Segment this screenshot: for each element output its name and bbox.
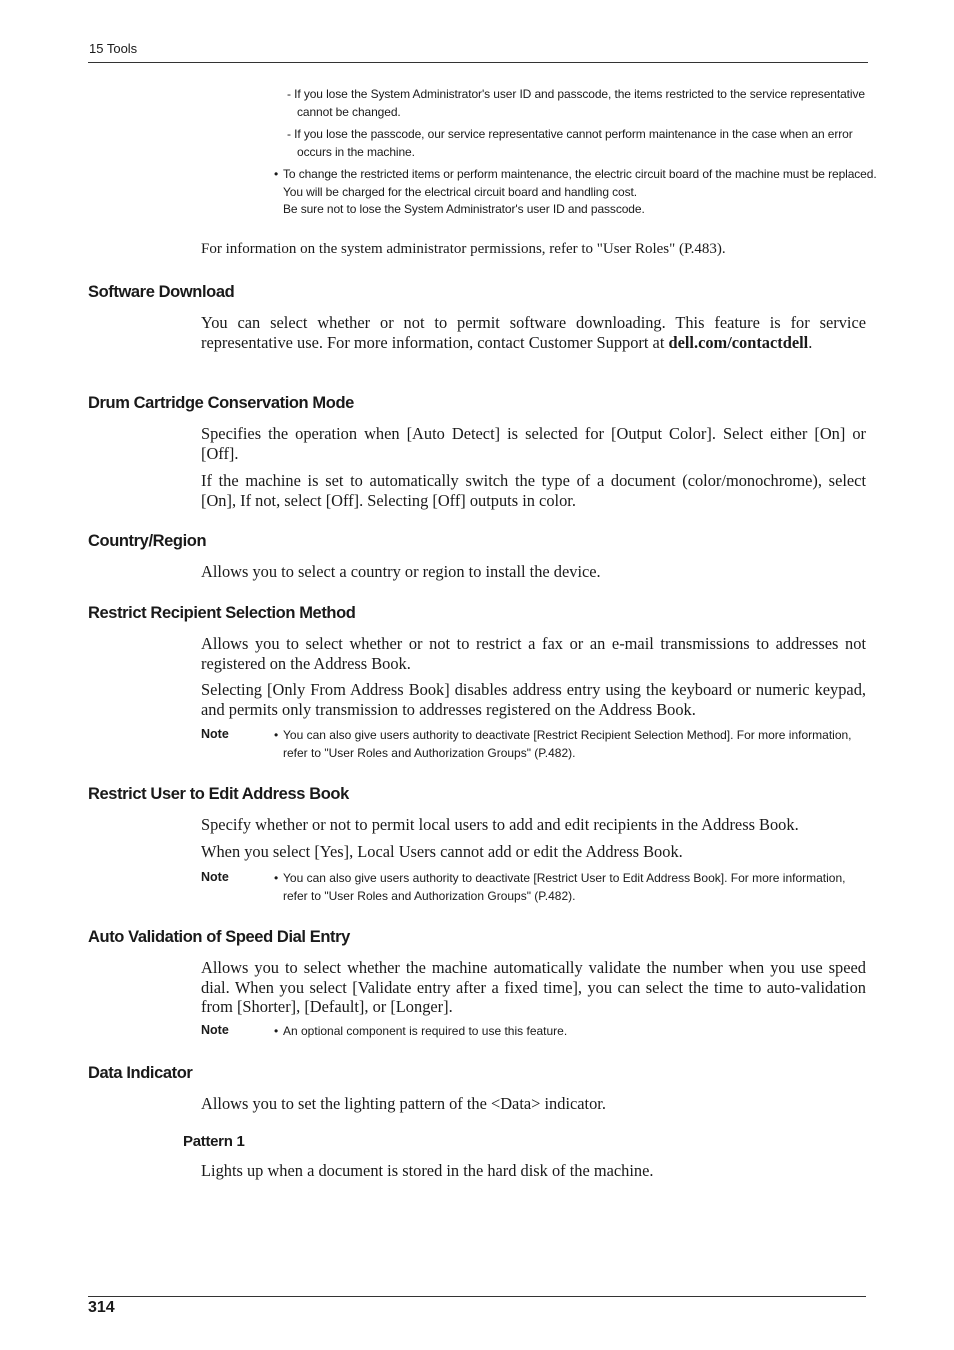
drum-cartridge-p2: If the machine is set to automatically switch the type of a document (color/monochrome), select [On], If not, select [Off]. Selecting [Off] outputs in color. [201, 471, 866, 510]
section-title-data-indicator: Data Indicator [88, 1064, 193, 1082]
bullet-line-1: To change the restricted items or perform maintenance, the electric circuit board of the machine must be replaced. [283, 167, 877, 181]
restrict-user-p1: Specify whether or not to permit local users to add and edit recipients in the Address Book. [201, 815, 799, 834]
page-number: 314 [88, 1299, 115, 1316]
section-title-auto-validation: Auto Validation of Speed Dial Entry [88, 928, 350, 946]
software-download-text: You can select whether or not to permit software downloading. This feature is for service representative use. For more information, contact Customer Support at dell.com/contactdell. [201, 313, 866, 352]
section-title-restrict-user: Restrict User to Edit Address Book [88, 785, 349, 803]
section-title-restrict-recipient: Restrict Recipient Selection Method [88, 604, 356, 622]
section-title-software-download: Software Download [88, 283, 235, 301]
dash-item-1: - If you lose the System Administrator's user ID and passcode, the items restricted to the service representative cannot be changed. [287, 87, 865, 119]
bullet-line-2: You will be charged for the electrical circuit board and handling cost. [283, 184, 638, 199]
restrict-user-note: • You can also give users authority to deactivate [Restrict User to Edit Address Book]. For more information, refer to "User Roles and Authorization Groups" (P.482). [274, 871, 846, 903]
restrict-recipient-p2: Selecting [Only From Address Book] disables address entry using the keyboard or numeric keypad, and permits only transmission to addresses registered on the Address Book. [201, 680, 866, 719]
subsection-title-pattern-1: Pattern 1 [183, 1133, 245, 1150]
pattern-1-text: Lights up when a document is stored in the hard disk of the machine. [201, 1161, 654, 1180]
note-label: Note [201, 870, 229, 884]
bullet-icon: • [274, 871, 279, 885]
restrict-recipient-note: • You can also give users authority to deactivate [Restrict Recipient Selection Method]. For more information, refer to "User Roles and Authorization Groups" (P.482). [274, 728, 852, 760]
contact-link[interactable]: dell.com/contactdell [668, 332, 809, 352]
dash-item-2: - If you lose the passcode, our service representative cannot perform maintenance in the case when an error occurs in the machine. [287, 127, 853, 159]
section-title-country-region: Country/Region [88, 532, 207, 550]
country-region-p1: Allows you to select a country or region to install the device. [201, 562, 601, 581]
drum-cartridge-p1: Specifies the operation when [Auto Detect] is selected for [Output Color]. Select either [On] or [Off]. [201, 424, 866, 463]
chapter-header: 15 Tools [89, 41, 138, 56]
bullet-line-3: Be sure not to lose the System Administrator's user ID and passcode. [283, 202, 645, 216]
bullet-icon: • [274, 728, 279, 742]
restrict-recipient-p1: Allows you to select whether or not to restrict a fax or an e-mail transmissions to addresses not registered on the Address Book. [201, 634, 866, 673]
section-title-drum-cartridge: Drum Cartridge Conservation Mode [88, 394, 354, 412]
bullet-icon: • [274, 167, 279, 181]
restrict-user-p2: When you select [Yes], Local Users cannot add or edit the Address Book. [201, 842, 683, 861]
footer-rule [88, 1296, 866, 1297]
auto-validation-p1: Allows you to select whether the machine automatically validate the number when you use speed dial. When you select [Validate entry after a fixed time], you can select the time to auto-validation from [Shorter], [Default], or [Longer]. [201, 958, 866, 1016]
data-indicator-p1: Allows you to set the lighting pattern of the <Data> indicator. [201, 1094, 606, 1113]
intro-bullet [274, 166, 878, 219]
bullet-icon: • [274, 1024, 279, 1038]
note-label: Note [201, 1023, 229, 1037]
auto-validation-note: • An optional component is required to use this feature. [274, 1023, 863, 1041]
admin-permissions-info: For information on the system administrator permissions, refer to "User Roles" (P.483). [201, 241, 726, 257]
header-rule [88, 62, 868, 63]
note-label: Note [201, 727, 229, 741]
